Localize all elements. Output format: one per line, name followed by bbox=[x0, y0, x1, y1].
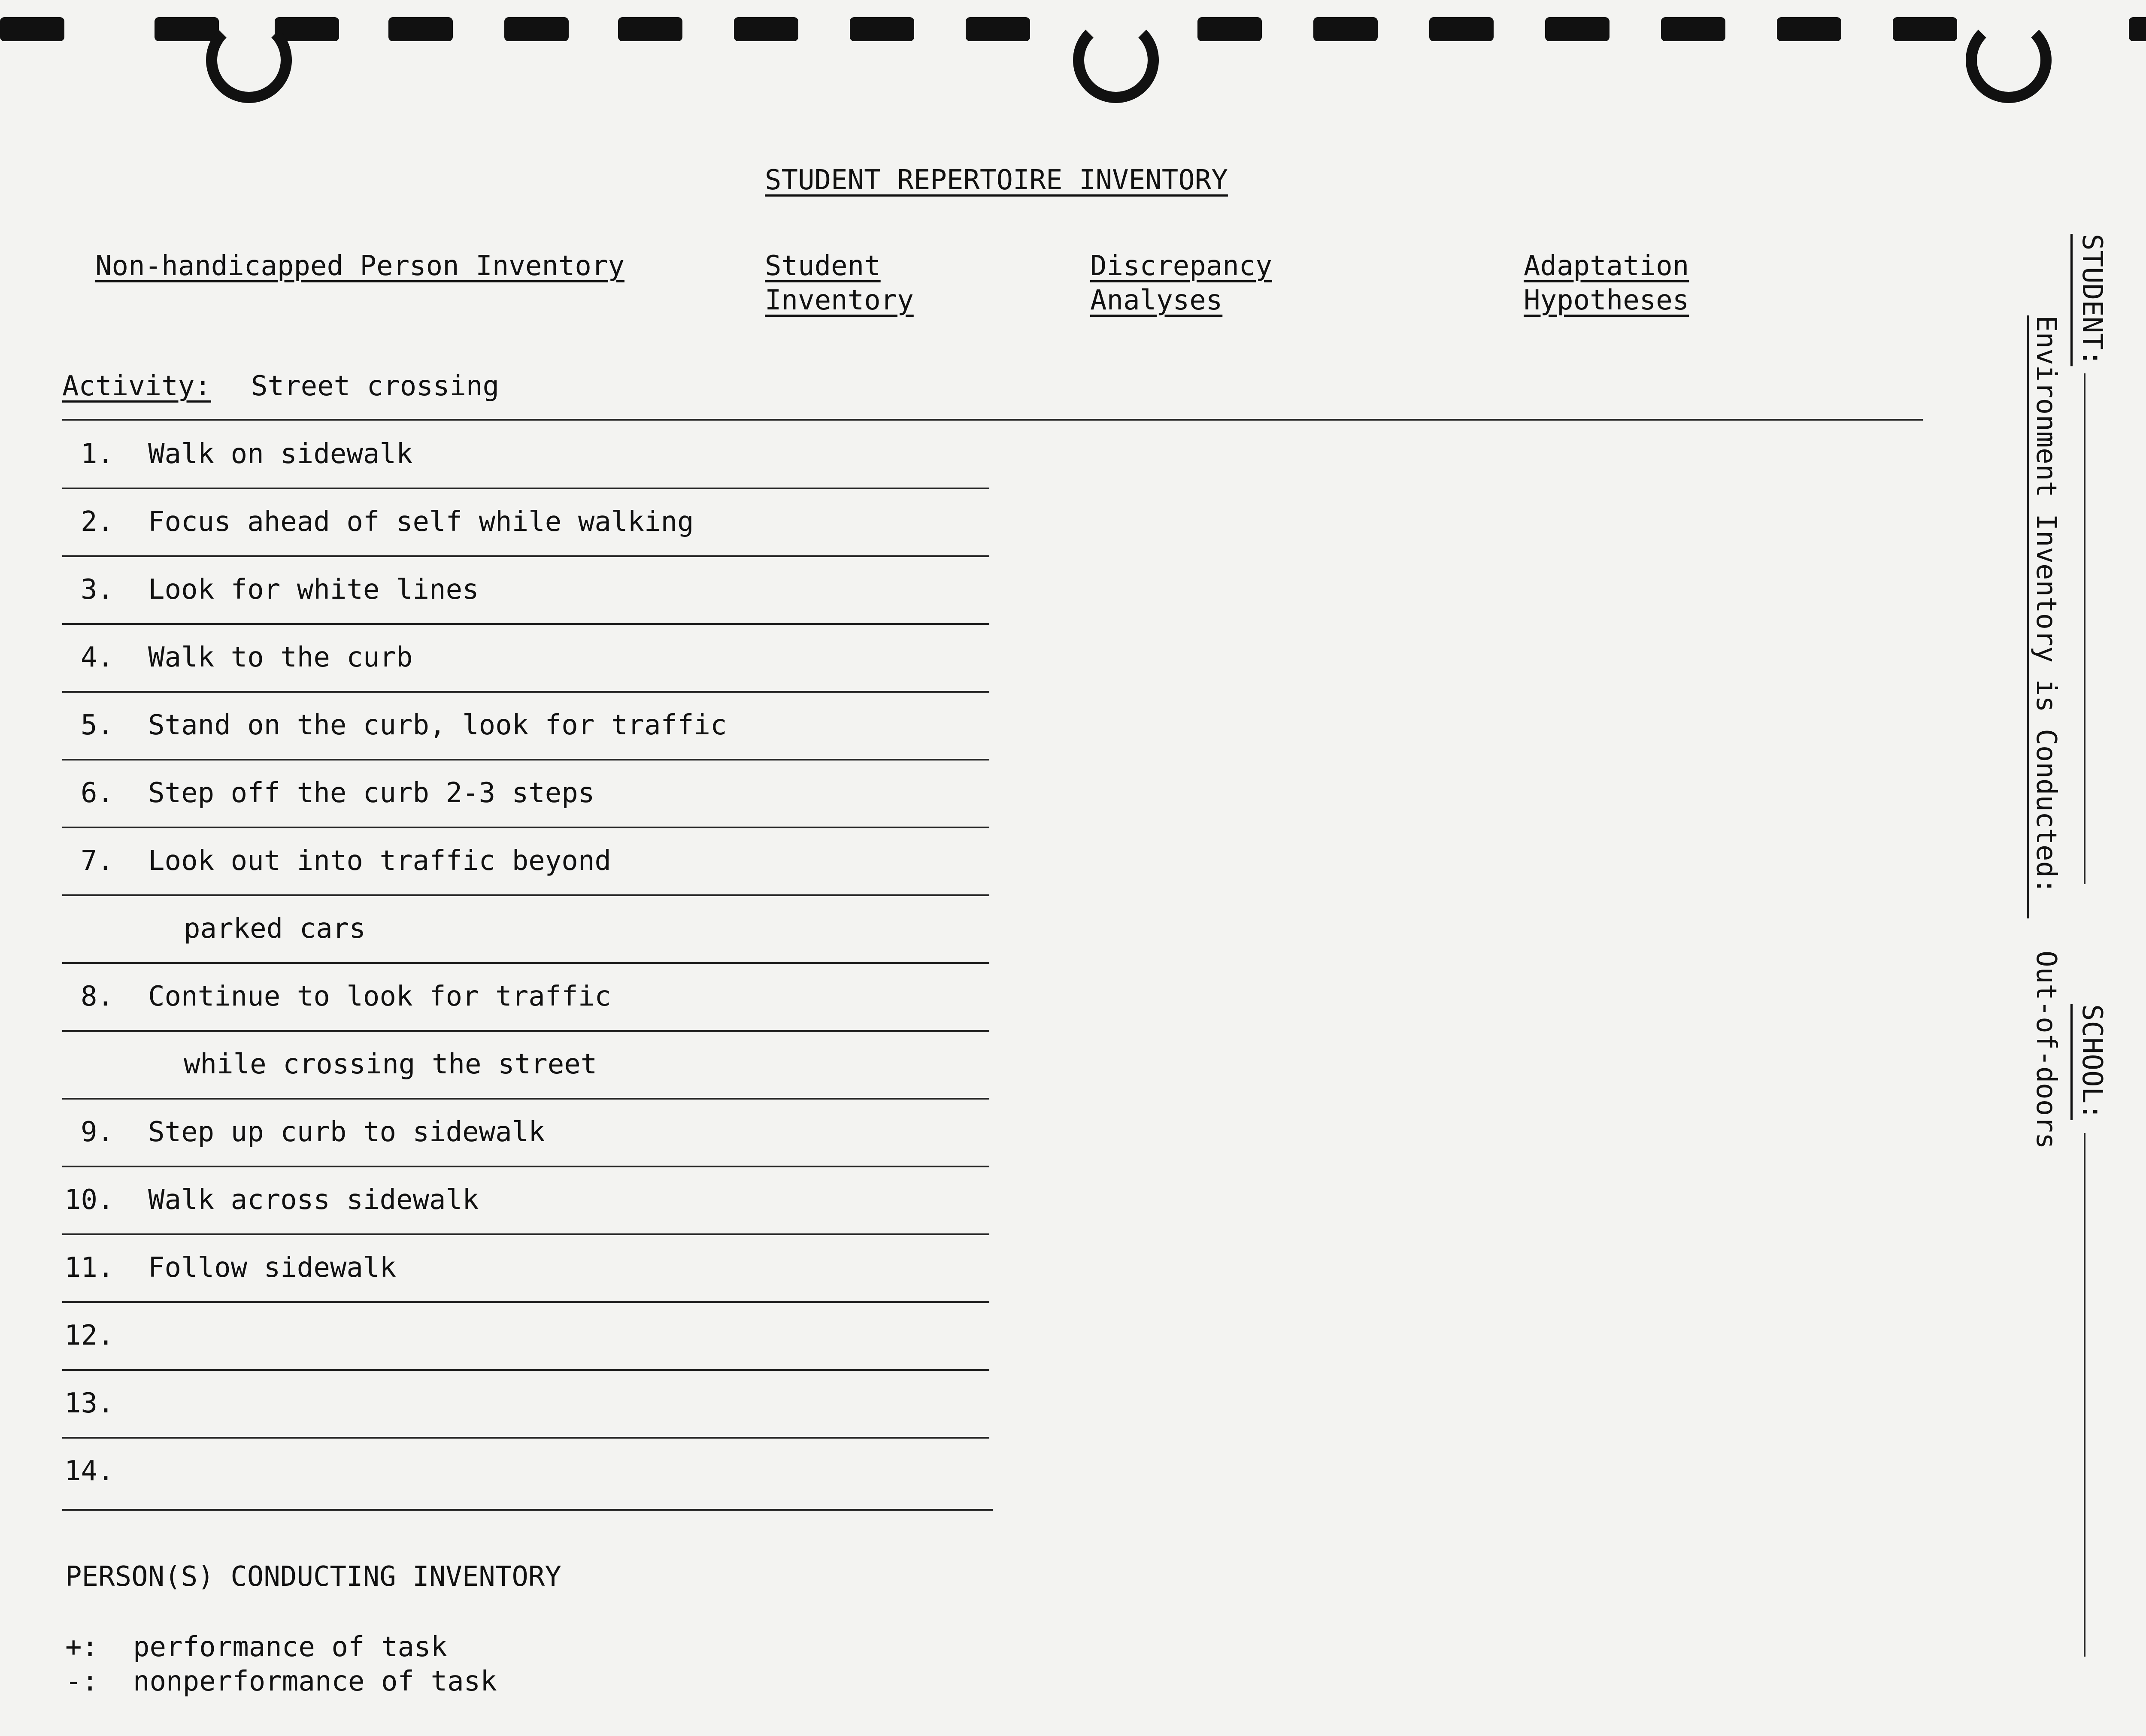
column-header-discrepancy-line2: Analyses bbox=[1090, 285, 1223, 316]
legend-minus-text: nonperformance of task bbox=[133, 1666, 497, 1697]
row-number: 13. bbox=[64, 1388, 114, 1419]
student-label: STUDENT: bbox=[2076, 234, 2108, 367]
row-line bbox=[62, 1509, 993, 1511]
row-text: Walk on sidewalk bbox=[148, 438, 413, 470]
environment-underline bbox=[2027, 315, 2029, 918]
binder-hole bbox=[1966, 17, 2052, 103]
perforation-dash bbox=[1197, 17, 1262, 41]
row-line bbox=[62, 894, 989, 896]
row-number: 8. bbox=[81, 981, 114, 1012]
conducting-inventory-label: PERSON(S) CONDUCTING INVENTORY bbox=[65, 1561, 561, 1593]
row-text: Walk across sidewalk bbox=[148, 1184, 479, 1216]
column-header-student-line2: Inventory bbox=[765, 285, 914, 316]
row-number: 9. bbox=[81, 1116, 114, 1148]
student-line bbox=[2084, 373, 2085, 884]
perforation-dash bbox=[1313, 17, 1378, 41]
perforation-dash bbox=[504, 17, 569, 41]
row-line bbox=[62, 827, 989, 828]
row-line bbox=[62, 1030, 989, 1032]
perforation-dash bbox=[734, 17, 798, 41]
perforation-dash bbox=[0, 17, 64, 41]
perforation-dash bbox=[1429, 17, 1494, 41]
environment-value: Out-of-doors bbox=[2030, 951, 2062, 1149]
row-text: Step off the curb 2-3 steps bbox=[148, 777, 595, 809]
row-text: while crossing the street bbox=[184, 1048, 597, 1080]
row-text: Follow sidewalk bbox=[148, 1252, 396, 1284]
row-text: Stand on the curb, look for traffic bbox=[148, 709, 727, 741]
row-number: 1. bbox=[81, 438, 114, 470]
row-line bbox=[62, 555, 989, 557]
row-number: 12. bbox=[64, 1320, 114, 1351]
environment-label: Environment Inventory is Conducted: bbox=[2030, 315, 2062, 894]
perforation-dash bbox=[1661, 17, 1725, 41]
document-title: STUDENT REPERTOIRE INVENTORY bbox=[765, 164, 1228, 196]
binder-hole bbox=[206, 17, 292, 103]
perforation-dash bbox=[850, 17, 914, 41]
row-text: Step up curb to sidewalk bbox=[148, 1116, 545, 1148]
row-text: parked cars bbox=[184, 913, 366, 945]
perforation-dash bbox=[155, 17, 219, 41]
row-text: Walk to the curb bbox=[148, 642, 413, 673]
perforation-dash bbox=[2129, 17, 2146, 41]
perforation-dash bbox=[618, 17, 682, 41]
row-line bbox=[62, 1437, 989, 1439]
column-header-nonhandicapped: Non-handicapped Person Inventory bbox=[95, 250, 624, 282]
column-header-student-line1: Student bbox=[765, 250, 881, 282]
row-text: Focus ahead of self while walking bbox=[148, 506, 694, 538]
row-number: 10. bbox=[64, 1184, 114, 1216]
row-line bbox=[62, 691, 989, 693]
activity-label: Activity: bbox=[62, 370, 211, 402]
row-number: 4. bbox=[81, 642, 114, 673]
legend-plus-text: performance of task bbox=[133, 1631, 448, 1663]
row-line bbox=[62, 1098, 989, 1100]
legend-minus-symbol: -: bbox=[65, 1666, 99, 1697]
row-number: 7. bbox=[81, 845, 114, 877]
row-line bbox=[62, 488, 989, 489]
perforation-dash bbox=[388, 17, 453, 41]
row-line bbox=[62, 1369, 989, 1371]
row-line bbox=[62, 962, 989, 964]
perforation-dash bbox=[1893, 17, 1957, 41]
activity-divider bbox=[62, 419, 1923, 421]
column-header-adaptation-line2: Hypotheses bbox=[1524, 285, 1689, 316]
perforation-dash bbox=[1545, 17, 1610, 41]
row-number: 14. bbox=[64, 1455, 114, 1487]
row-line bbox=[62, 623, 989, 625]
row-line bbox=[62, 1233, 989, 1235]
row-text: Continue to look for traffic bbox=[148, 981, 611, 1012]
row-number: 6. bbox=[81, 777, 114, 809]
row-text: Look out into traffic beyond bbox=[148, 845, 611, 877]
school-line bbox=[2084, 1133, 2085, 1657]
row-number: 2. bbox=[81, 506, 114, 538]
row-number: 5. bbox=[81, 709, 114, 741]
column-header-adaptation-line1: Adaptation bbox=[1524, 250, 1689, 282]
binder-hole bbox=[1073, 17, 1159, 103]
perforation-dash bbox=[966, 17, 1030, 41]
activity-value: Street crossing bbox=[251, 370, 499, 402]
school-label: SCHOOL: bbox=[2076, 1004, 2108, 1120]
column-header-discrepancy-line1: Discrepancy bbox=[1090, 250, 1272, 282]
row-number: 3. bbox=[81, 574, 114, 606]
perforation-dash bbox=[1777, 17, 1841, 41]
row-line bbox=[62, 1166, 989, 1167]
row-line bbox=[62, 759, 989, 760]
row-line bbox=[62, 1301, 989, 1303]
row-number: 11. bbox=[64, 1252, 114, 1284]
row-text: Look for white lines bbox=[148, 574, 479, 606]
legend-plus-symbol: +: bbox=[65, 1631, 99, 1663]
